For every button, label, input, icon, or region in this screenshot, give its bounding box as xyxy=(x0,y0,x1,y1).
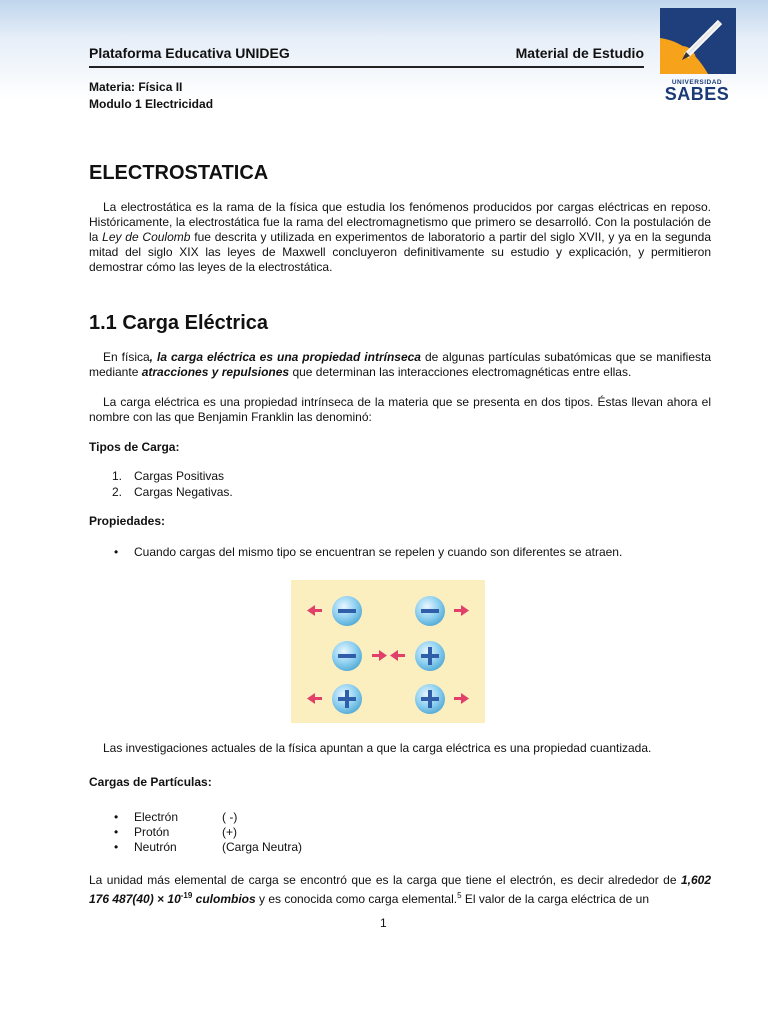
arrow-right-icon xyxy=(454,693,469,704)
text-run: y es conocida como carga elemental. xyxy=(255,892,458,906)
unit-text: culombios xyxy=(192,892,256,906)
section-title-carga-electrica: 1.1 Carga Eléctrica xyxy=(89,312,268,334)
list-item: Cargas Positivas xyxy=(134,469,225,483)
paragraph-cuantizada xyxy=(89,741,711,756)
arrow-left-icon xyxy=(390,650,405,661)
list-number: 2. xyxy=(112,485,123,499)
emphasis-text: atracciones y repulsiones xyxy=(141,365,290,379)
paragraph-carga-tipos xyxy=(89,395,711,425)
text-run: fue descrita y utilizada en experimentos de laboratorio a partir del siglo XVII, y ya en la segunda mitad del siglo XIX las leyes de Maxwell concluyeron definitivamente su estudio y explicación, y permitieron demostrar cómo las leyes de la electrostática. xyxy=(89,230,711,274)
positive-charge-sphere xyxy=(415,684,445,714)
list-number: 1. xyxy=(112,469,123,483)
bullet-icon: • xyxy=(114,840,119,854)
text-run: La unidad más elemental de carga se encontró que es la carga que tiene el electrón, es decir alrededor de xyxy=(89,873,681,887)
text-run: que determinan las interacciones electromagnéticas entre ellas. xyxy=(289,365,632,379)
list-item: Cuando cargas del mismo tipo se encuentran se repelen y cuando son diferentes se atraen. xyxy=(134,545,623,559)
section-title-electrostatica: ELECTROSTATICA xyxy=(89,162,269,184)
paragraph-carga-intro xyxy=(89,350,711,380)
particle-charge: (Carga Neutra) xyxy=(222,840,303,854)
header-platform: Plataforma Educativa UNIDEG xyxy=(89,45,290,61)
particle-name: Protón xyxy=(134,825,170,839)
arrow-left-icon xyxy=(307,605,322,616)
logo-university-text: UNIVERSIDAD xyxy=(671,79,723,86)
bullet-icon: • xyxy=(114,810,119,824)
charges-diagram-svg xyxy=(291,580,485,723)
particulas-heading: Cargas de Partículas: xyxy=(89,775,212,789)
positive-charge-sphere xyxy=(332,684,362,714)
list-item: Cargas Negativas. xyxy=(134,485,233,499)
header-divider xyxy=(89,66,644,68)
charges-diagram xyxy=(291,580,485,723)
logo-name: SABES xyxy=(664,84,730,104)
page-number: 1 xyxy=(380,916,387,930)
coulomb-law-link-text: Ley de Coulomb xyxy=(102,230,191,244)
bullet-icon: • xyxy=(114,545,119,559)
subject-label: Materia: Física II xyxy=(89,80,183,94)
particle-name: Electrón xyxy=(134,810,179,824)
text-run: El valor de la carga eléctrica de un xyxy=(461,892,649,906)
paragraph-carga-elemental xyxy=(89,873,711,907)
paragraph-electrostatica xyxy=(89,200,711,275)
arrow-right-icon xyxy=(372,650,387,661)
emphasis-text: , la carga eléctrica es una propiedad intrínseca xyxy=(149,350,421,364)
propiedades-heading: Propiedades: xyxy=(89,514,166,528)
text-run: de algunas partículas subatómicas que se manifiesta mediante xyxy=(89,350,712,379)
positive-charge-sphere xyxy=(415,641,445,671)
exponent: -19 xyxy=(180,891,193,900)
particle-charge: (+) xyxy=(222,825,237,839)
module-label: Modulo 1 Electricidad xyxy=(89,97,214,111)
text-run: La carga eléctrica es una propiedad intrínseca de la materia que se presenta en dos tipos. Éstas llevan ahora el nombre con las que Benjamin Franklin las denominó: xyxy=(89,395,711,424)
negative-charge-sphere xyxy=(415,596,445,626)
footnote-ref: 5 xyxy=(457,891,462,900)
particle-charge: ( -) xyxy=(222,810,238,824)
text-run: Las investigaciones actuales de la física apuntan a que la carga eléctrica es una propiedad cuantizada. xyxy=(103,741,652,755)
particle-name: Neutrón xyxy=(134,840,177,854)
text-run: En física xyxy=(103,350,150,364)
arrow-left-icon xyxy=(307,693,322,704)
text-run: La electrostática es la rama de la física que estudia los fenómenos producidos por cargas eléctricas en reposo. Históricamente, la electrostática fue la rama del electromagnetismo que primero se desarrolló. Con la postulación de la xyxy=(89,200,711,244)
bullet-icon: • xyxy=(114,825,119,839)
negative-charge-sphere xyxy=(332,596,362,626)
arrow-right-icon xyxy=(454,605,469,616)
header-doc-type: Material de Estudio xyxy=(515,45,644,61)
negative-charge-sphere xyxy=(332,641,362,671)
tipos-heading: Tipos de Carga: xyxy=(89,440,180,454)
elementary-charge-value: 1,602 176 487(40) × 10 xyxy=(89,873,711,906)
